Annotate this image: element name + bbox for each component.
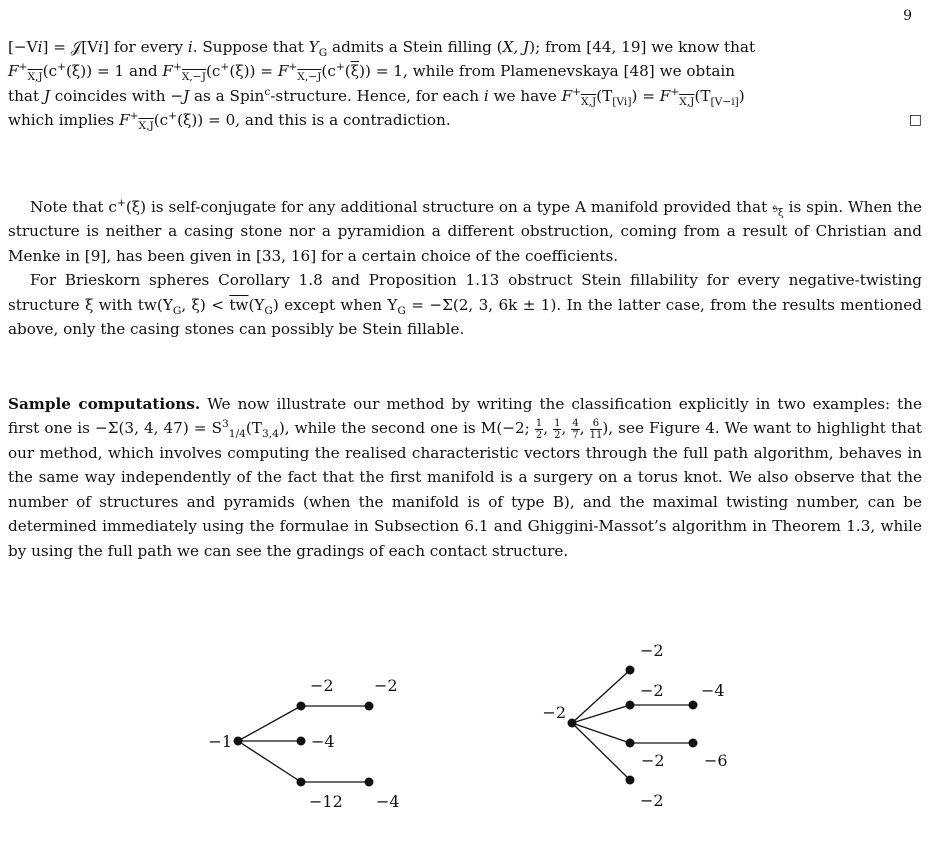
plumbing-graph-right (542, 641, 727, 810)
vertex (365, 778, 374, 787)
paragraph-sample-computations: Sample computations. We now illustrate our method by writing the classification explicitly in two examples: the first one is −Σ(3, 4, $47) = S^3_{1/4}(T_{3,4})$, while the second one is M(−2; $\frac{1}{2}$ , $\frac{1}{2}$ , $\frac{4}{7}$ , $\frac{6}{11}$ ), see Figure 4. We want to highlight that our method, which involves computing the realised characteristic vectors through the full path algorithm, behaves in the same way independently of the fact that the first manifold is a surgery on a torus knot. We also observe that the number of structures and pyramids (when the manifold is of type B), and the maximal twisting number, can be determined immediately using the formulae in Subsection 6.1 and Ghiggini-Massot’s algorithm in Theorem 1.3, while by using the full path we can see the gradings of each contact structure. (8, 395, 923, 560)
edge (238, 741, 301, 782)
vertex (689, 739, 698, 748)
vertex-weight: −2 (310, 676, 334, 695)
vertex-weight: −4 (701, 681, 725, 700)
vertex (365, 702, 374, 711)
edge (572, 723, 630, 780)
paragraph-proof-end: [−Vi] = 𝒥[Vi] for every i. Suppose that $Y_G$ admits a Stein filling (X, J); from [44, 19] we know that $F^+_{X,J}(c^+(\xi)) = 1$ and $F^+_{X,-J}(c^+(\xi)) = F^+_{X,-J}(c^+(\overline{\xi})) = 1$, while from Plamenevskaya [48] we obtain that J coincides with −J as a Spin$^c$-structure. Hence, for each i we have $F^+_{X,J}(T_{[Vi]}) = F^+_{X,J}(T_{[V-i]})$ which implies $F^+_{X,J}(c^+(\xi)) = 0$, and this is a contradiction. □ (8, 38, 922, 133)
vertex (234, 737, 243, 746)
vertex-weight: −2 (640, 791, 664, 810)
vertex (626, 666, 635, 675)
vertex-weight: −4 (376, 792, 400, 811)
vertex-weight: −2 (641, 751, 665, 770)
vertex-weight: −2 (542, 703, 566, 722)
vertex (568, 719, 577, 728)
vertex (297, 702, 306, 711)
vertex (626, 776, 635, 785)
vertex (626, 701, 635, 710)
paragraph-heading: Sample computations. (8, 395, 201, 413)
paragraph-remarks: Note that c+(ξ) is self-conjugate for any additional structure on a type A manifold provided that 𝔰$_\xi$ is spin. When the structure is neither a casing stone nor a pyramidion a different obstruction, coming from a result of Christian and Menke in [9], has been given in [33, 16] for a certain choice of the coefficients. For Brieskorn spheres Corollary 1.8 and Proposition 1.13 obstruct Stein fillability for every negative-twisting structure ξ with $tw(Y_G$, $\xi) < \overline{tw}(Y_G)$ except when $Y_G = -\Sigma(2$, 3, 6k ± 1). In the latter case, from the results mentioned above, only the casing stones can possibly be Stein fillable. (8, 195, 923, 339)
edge (572, 705, 630, 723)
vertex (297, 778, 306, 787)
vertex (689, 701, 698, 710)
vertex-weight: −4 (311, 732, 335, 751)
vertex-weight: −2 (374, 676, 398, 695)
vertex-weight: −2 (640, 641, 664, 660)
vertex-weight: −2 (640, 681, 664, 700)
qed-symbol: □ (908, 112, 922, 129)
plumbing-graphs-figure (0, 630, 932, 841)
edge (572, 723, 630, 743)
vertex-weight: −1 (208, 732, 232, 751)
edge (238, 706, 301, 741)
vertex-weight: −6 (704, 751, 728, 770)
edge (572, 670, 630, 723)
vertex (626, 739, 635, 748)
plumbing-graph-left (208, 676, 399, 811)
vertex-weight: −12 (309, 792, 343, 811)
vertex (297, 737, 306, 746)
page-number: 9 (903, 8, 912, 24)
